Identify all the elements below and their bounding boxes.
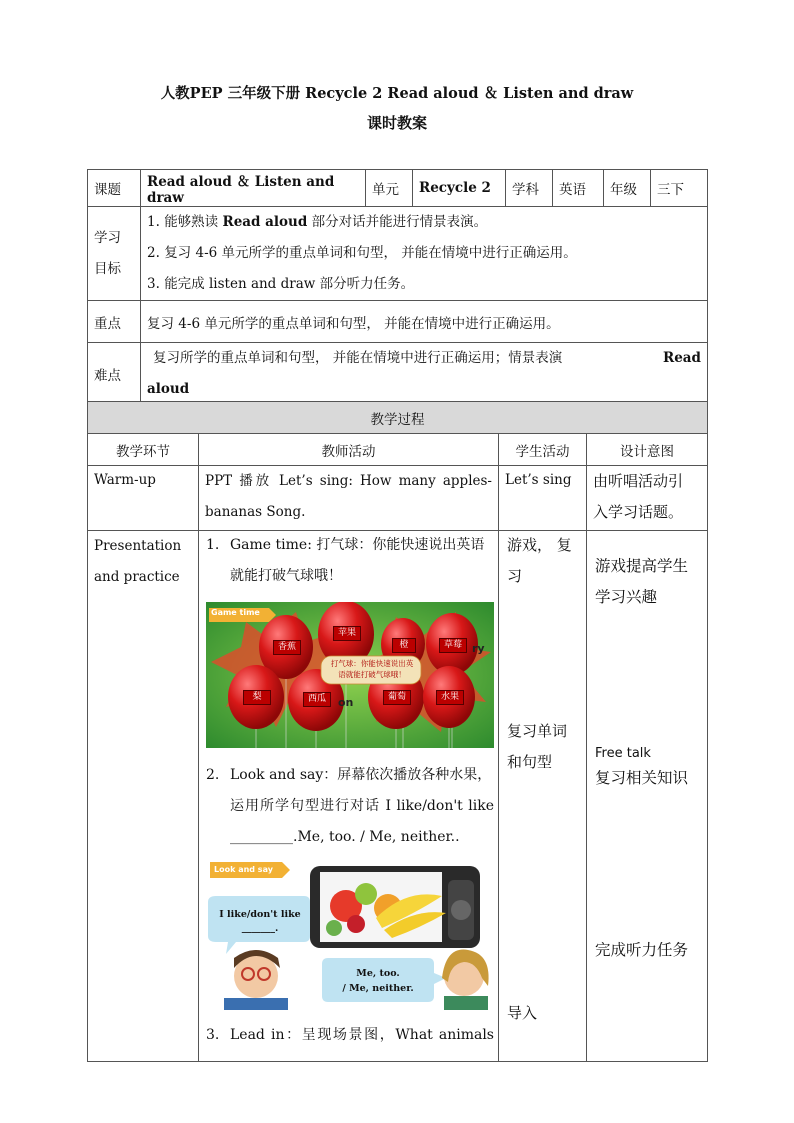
- speech-line: / Me, neither.: [342, 983, 414, 994]
- step-text: Game time: 打气球：你能快速说出英语: [230, 537, 485, 553]
- unit-value: Recycle 2: [413, 170, 506, 207]
- goal-number: 2.: [147, 245, 160, 261]
- balloon-label: 葡萄: [383, 690, 411, 705]
- key-text: 复习 4-6 单元所学的重点单词和句型， 并能在情境中进行正确运用。: [141, 301, 708, 343]
- warmup-teacher-line: PPT 播放 Let’s sing: How many apples-: [205, 473, 492, 489]
- warmup-intent: [587, 466, 708, 531]
- game-caption-line: 语就能打破气球哦！: [338, 670, 406, 679]
- partial-text: on: [338, 696, 354, 709]
- look-tag: Look and say: [214, 865, 273, 874]
- intent-3: 完成听力任务: [595, 941, 689, 959]
- presentation-student: [499, 531, 587, 1062]
- step-text: 就能打破气球哦！: [230, 568, 342, 584]
- boy-figure: [224, 950, 288, 1010]
- intent-2: [595, 742, 703, 790]
- goal-item: [147, 238, 701, 269]
- balloon-label: 梨: [243, 690, 271, 705]
- goal-bold-text: Read aloud: [222, 214, 308, 230]
- student-activity-2: [507, 716, 585, 778]
- goals-list: [147, 207, 701, 300]
- header-intent: 设计意图: [587, 434, 708, 466]
- goals-cell: [141, 207, 708, 301]
- warmup-student: Let’s sing: [499, 466, 587, 531]
- grade-label: 年级: [604, 170, 651, 207]
- difficulty-bold-b: aloud: [147, 381, 190, 397]
- student-line: 游戏， 复: [507, 536, 572, 554]
- step-number: 3.: [206, 1027, 220, 1043]
- intent-line: 复习相关知识: [595, 769, 689, 787]
- subject-label: 学科: [506, 170, 553, 207]
- left-speech-bubble: [214, 908, 306, 936]
- goals-label: [88, 207, 141, 301]
- goal-number: 3.: [147, 276, 160, 292]
- presentation-stage-line: Presentation: [94, 538, 182, 554]
- topic-label: 课题: [88, 170, 141, 207]
- game-tag: Game time: [211, 608, 260, 617]
- balloon-label: 橙: [392, 638, 416, 653]
- step-3: [206, 1020, 494, 1051]
- document-title: 人教PEP 三年级下册 Recycle 2 Read aloud ＆ Listen and draw: [160, 85, 634, 102]
- step-text: Look and say：屏幕依次播放各种水果，: [230, 767, 492, 783]
- look-and-say-image: [206, 858, 494, 1010]
- process-title: 教学过程: [88, 402, 708, 434]
- balloon-label: 草莓: [439, 638, 467, 653]
- warmup-intent-line: 由听唱活动引: [593, 472, 684, 490]
- speech-line: I like/don't like: [219, 909, 301, 920]
- step-1: [206, 530, 494, 592]
- difficulty-label: 难点: [88, 343, 141, 406]
- key-label: 重点: [88, 301, 141, 343]
- balloon-label: 苹果: [333, 626, 361, 641]
- unit-label: 单元: [366, 170, 413, 207]
- step-text: _________.Me, too. / Me, neither..: [230, 829, 460, 845]
- step-text: Lead in：呈现场景图，What animals: [230, 1027, 494, 1043]
- warmup-intent-line: 入学习话题。: [593, 503, 684, 521]
- goal-text: 复习 4-6 单元所学的重点单词和句型， 并能在情境中进行正确运用。: [164, 245, 577, 261]
- step-number: 1.: [206, 537, 220, 553]
- balloon-label: 水果: [436, 690, 464, 705]
- game-caption-line: 打气球：你能快速说出英: [330, 659, 414, 668]
- lesson-info-table: [87, 169, 708, 406]
- student-line: 习: [507, 567, 523, 585]
- intent-line: Free talk: [595, 746, 651, 761]
- goal-text: 能够熟读: [164, 214, 223, 230]
- document-subtitle: 课时教案: [366, 114, 427, 132]
- student-line: 复习单词: [507, 722, 568, 740]
- intent-line: 游戏提高学生: [595, 557, 689, 575]
- girl-figure: [442, 950, 489, 1010]
- goals-label-text: 学习目标: [94, 229, 121, 277]
- goal-text: 能完成 listen and draw 部分听力任务。: [164, 276, 415, 292]
- header-student: 学生活动: [499, 434, 587, 466]
- difficulty-text: 复习所学的重点单词和句型， 并能在情境中进行正确运用；情景表演: [153, 350, 563, 366]
- goal-item: [147, 207, 701, 238]
- balloon-label: 香蕉: [273, 640, 301, 655]
- difficulty-bold-a: Read: [663, 350, 701, 366]
- student-line: 和句型: [507, 753, 553, 771]
- goal-number: 1.: [147, 214, 160, 230]
- speech-line: _______.: [241, 923, 279, 934]
- header-stage: 教学环节: [88, 434, 199, 466]
- intent-1: [595, 551, 703, 613]
- presentation-stage-line: and practice: [94, 569, 180, 585]
- warmup-teacher-line: bananas Song.: [205, 504, 306, 520]
- warmup-teacher: [199, 466, 499, 531]
- right-speech-bubble: [324, 966, 432, 996]
- speech-line: Me, too.: [356, 968, 400, 979]
- partial-text: ry: [472, 642, 485, 655]
- warmup-stage: Warm-up: [88, 466, 199, 531]
- step-text: 运用所学句型进行对话 I like/don't like: [230, 798, 494, 814]
- difficulty-cell: [141, 343, 708, 406]
- grade-value: 三下: [651, 170, 708, 207]
- presentation-stage: [88, 531, 199, 1062]
- intent-line: 学习兴趣: [595, 588, 658, 606]
- topic-value: Read aloud ＆ Listen and draw: [141, 170, 366, 207]
- balloon-label: 西瓜: [303, 692, 331, 707]
- game-time-image: [206, 602, 494, 748]
- step-number: 2.: [206, 767, 220, 783]
- subject-value: 英语: [553, 170, 604, 207]
- header-teacher: 教师活动: [199, 434, 499, 466]
- step-2: [206, 760, 494, 853]
- goal-text-end: 部分对话并能进行情景表演。: [307, 214, 488, 230]
- student-activity-3: 导入: [507, 1004, 538, 1022]
- goal-item: [147, 269, 701, 300]
- game-caption: [324, 658, 420, 680]
- student-activity-1: [507, 530, 585, 592]
